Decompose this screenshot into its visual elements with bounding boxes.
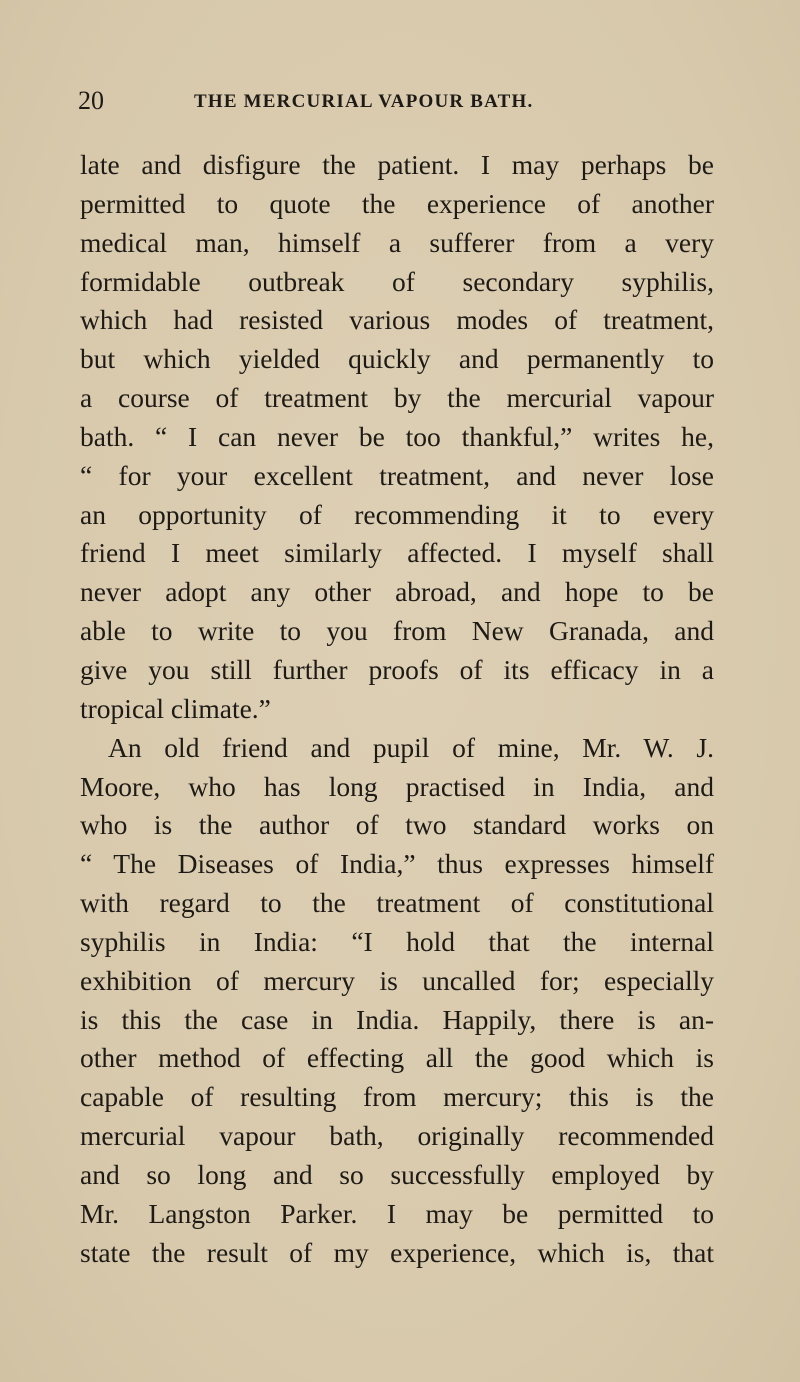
text-line: “ The Diseases of India,” thus expresses himself [80, 848, 714, 880]
text-line: tropical climate.” [80, 692, 271, 724]
running-head [78, 86, 718, 116]
text-line: able to write to you from New Granada, and [80, 615, 714, 647]
text-line: and so long and so successfully employed by [80, 1158, 714, 1190]
running-title: THE MERCURIAL VAPOUR BATH. [194, 91, 534, 112]
text-line: capable of resulting from mercury; this is the [80, 1081, 714, 1113]
text-line: other method of effecting all the good which is [80, 1042, 714, 1074]
text-line: which had resisted various modes of treatment, [80, 304, 714, 336]
text-line: exhibition of mercury is uncalled for; especially [80, 964, 714, 996]
text-line: a course of treatment by the mercurial vapour [80, 382, 714, 414]
text-line: is this the case in India. Happily, there is an- [80, 1003, 714, 1035]
text-line: with regard to the treatment of constitutional [80, 887, 714, 919]
text-line: syphilis in India: “I hold that the internal [80, 925, 714, 957]
text-line: late and disfigure the patient. I may perhaps be [80, 149, 714, 180]
text-line: An old friend and pupil of mine, Mr. W. J. [108, 731, 714, 763]
text-line: never adopt any other abroad, and hope to be [80, 576, 714, 608]
text-line: mercurial vapour bath, originally recommended [80, 1120, 714, 1152]
text-line: an opportunity of recommending it to every [80, 498, 714, 530]
text-line: formidable outbreak of secondary syphilis, [80, 265, 714, 297]
text-line: Moore, who has long practised in India, and [80, 770, 714, 802]
text-line: permitted to quote the experience of another [80, 187, 714, 219]
text-line: bath. “ I can never be too thankful,” writes he, [80, 420, 714, 452]
page-number: 20 [78, 86, 104, 115]
body-text [80, 146, 714, 1272]
text-line: Mr. Langston Parker. I may be permitted to [80, 1197, 714, 1229]
text-line: state the result of my experience, which is, that [80, 1236, 714, 1268]
text-line: give you still further proofs of its efficacy in a [80, 653, 714, 685]
text-line: “ for your excellent treatment, and never lose [80, 459, 714, 491]
text-line: friend I meet similarly affected. I myself shall [80, 537, 714, 569]
text-line: medical man, himself a sufferer from a very [80, 226, 714, 258]
text-line: who is the author of two standard works on [80, 809, 714, 841]
text-line: but which yielded quickly and permanently to [80, 343, 714, 375]
